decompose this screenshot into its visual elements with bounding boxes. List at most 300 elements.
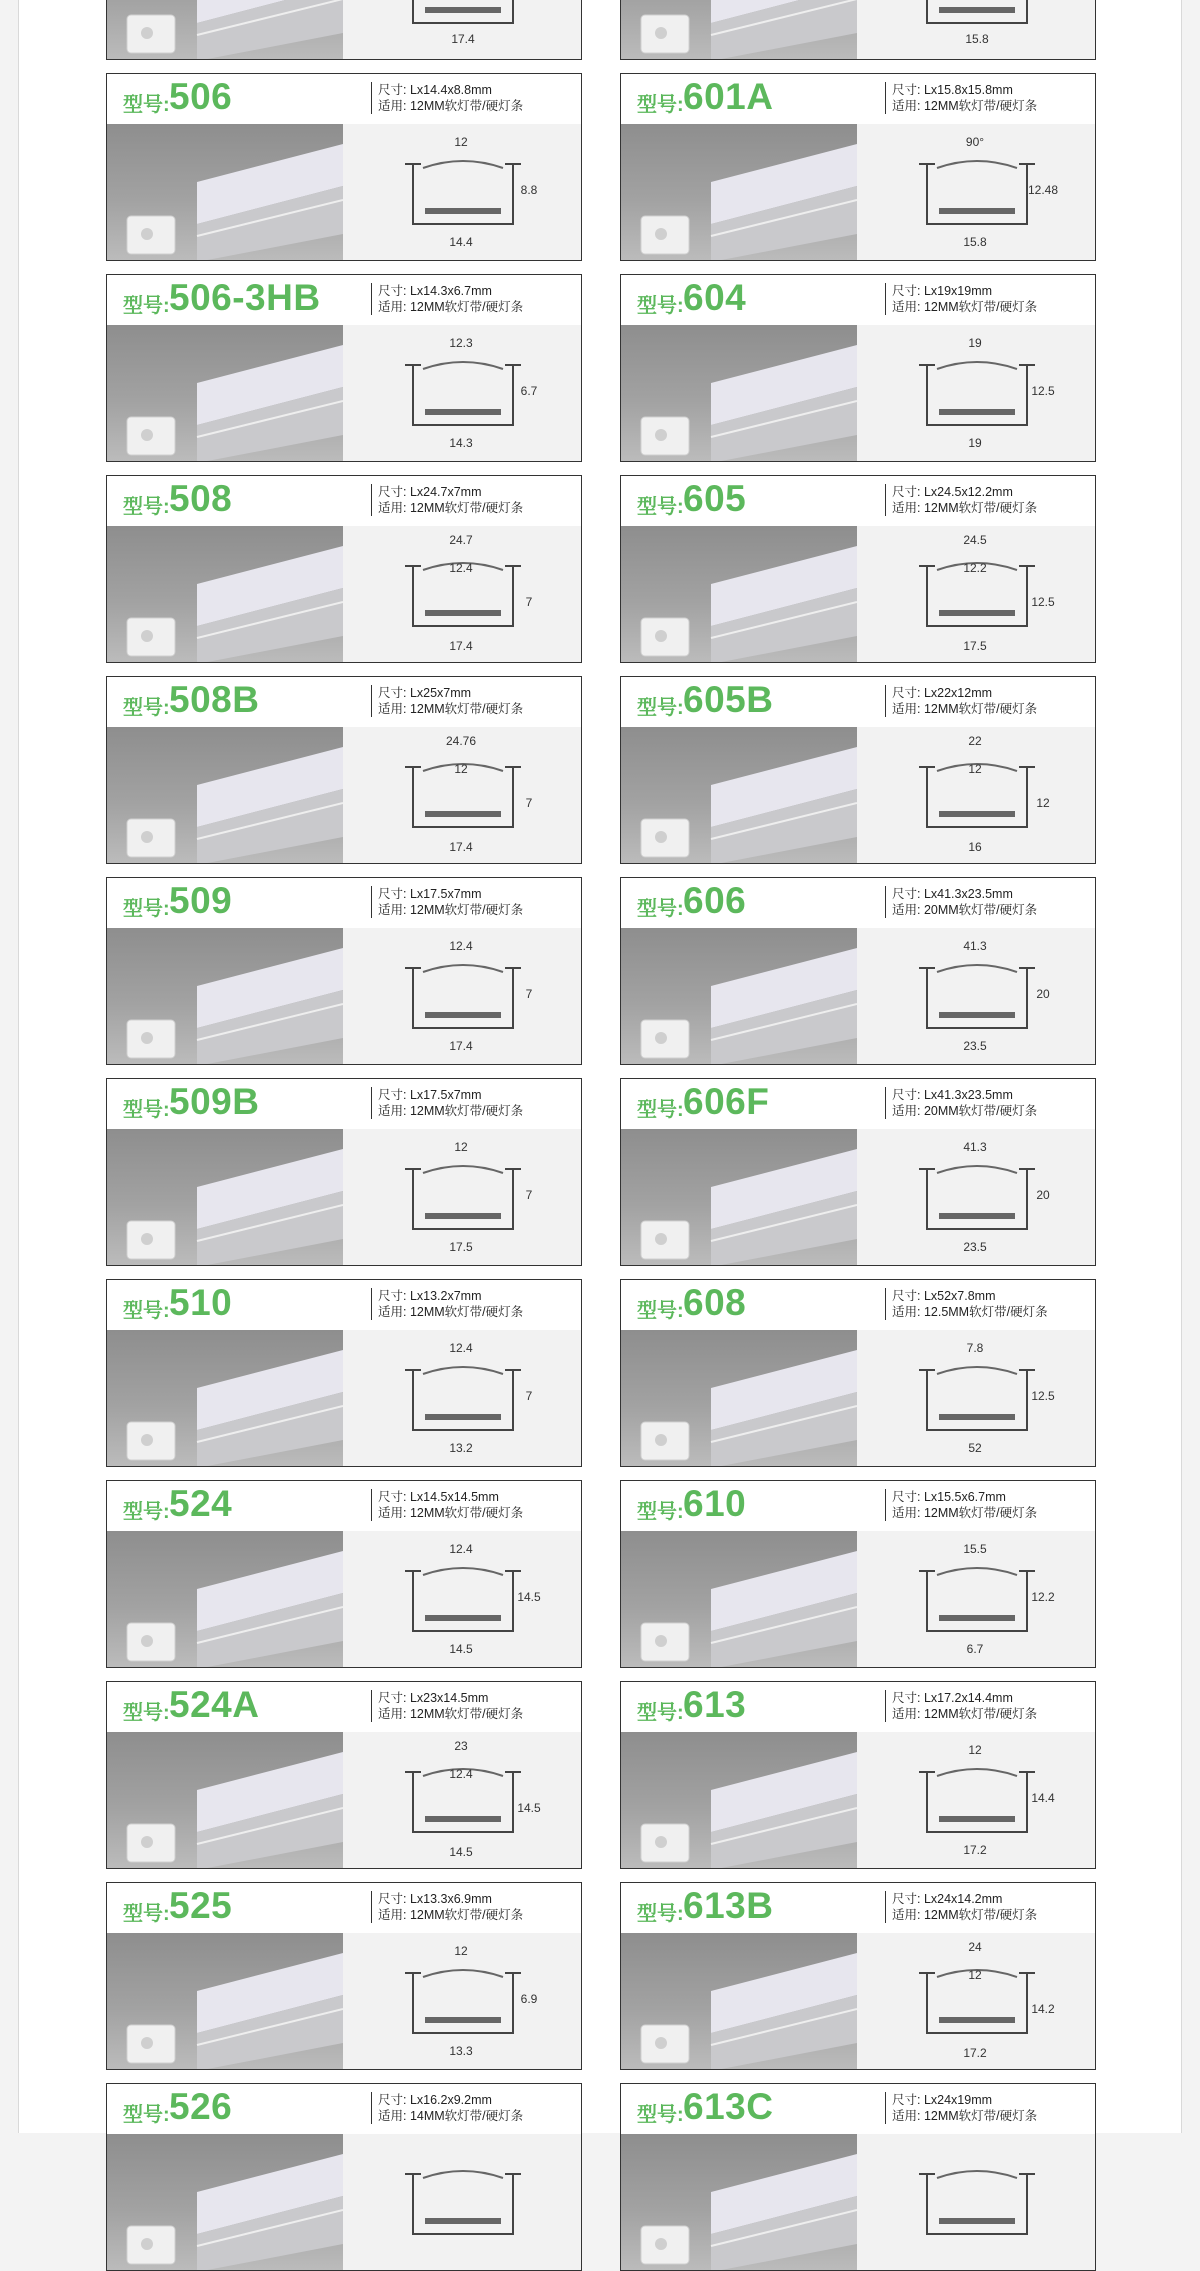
- usage-spec: 适用: 12MM软灯带/硬灯条: [378, 501, 524, 515]
- size-spec: 尺寸: Lx24.7x7mm: [378, 485, 482, 499]
- profile-photo-art: [107, 1129, 343, 1266]
- product-card[interactable]: [620, 1078, 1096, 1266]
- spec-block: [885, 886, 1037, 918]
- drawing-svg: [343, 124, 582, 261]
- spec-block: [371, 1489, 523, 1521]
- product-card[interactable]: [106, 1882, 582, 2070]
- drawing-svg: [857, 1330, 1096, 1467]
- dimension-label: 24.7: [449, 533, 473, 547]
- model-label: 型号:: [123, 496, 170, 518]
- channel-body: [413, 365, 513, 425]
- dimension-label: 14.2: [1031, 2002, 1055, 2016]
- end-cap-hole: [141, 1836, 153, 1848]
- spec-block: [371, 1288, 523, 1320]
- profile-outline: [919, 2171, 1035, 2234]
- usage-spec: 适用: 20MM软灯带/硬灯条: [892, 903, 1038, 917]
- product-card[interactable]: [106, 0, 582, 60]
- usage-spec: 适用: 12MM软灯带/硬灯条: [892, 1707, 1038, 1721]
- profile-photo-art: [621, 2134, 857, 2271]
- product-card[interactable]: [106, 2083, 582, 2271]
- dimension-label: 12: [968, 1743, 982, 1757]
- model-number: 525: [169, 1885, 233, 1926]
- model-label: 型号:: [637, 898, 684, 920]
- profile-photo-art: [621, 727, 857, 864]
- profile-outline: [919, 1568, 1035, 1631]
- model-label: 型号:: [123, 1903, 170, 1925]
- usage-spec: 适用: 12MM软灯带/硬灯条: [892, 2109, 1038, 2123]
- dimension-label: 12.4: [449, 939, 473, 953]
- spec-block: [885, 1087, 1037, 1119]
- product-photo: [107, 928, 343, 1065]
- product-photo: [107, 325, 343, 462]
- profile-outline: [919, 1166, 1035, 1229]
- profile-photo-art: [107, 1531, 343, 1668]
- card-header: [107, 74, 581, 124]
- card-header: [107, 1280, 581, 1330]
- product-card[interactable]: [106, 877, 582, 1065]
- model-number: 605: [683, 478, 747, 519]
- led-strip: [425, 1615, 501, 1621]
- dimension-label: 12.5: [1031, 1389, 1055, 1403]
- product-photo: [107, 1330, 343, 1467]
- product-card[interactable]: [620, 0, 1096, 60]
- led-strip: [939, 811, 1015, 817]
- usage-spec: 适用: 12MM软灯带/硬灯条: [892, 300, 1038, 314]
- model-number: 524A: [169, 1684, 260, 1725]
- product-photo: [621, 928, 857, 1065]
- dimension-label: 12: [454, 1140, 468, 1154]
- profile-photo-art: [107, 1330, 343, 1467]
- spec-block: [371, 82, 523, 114]
- spec-block: [885, 82, 1037, 114]
- card-header: [621, 74, 1095, 124]
- spec-block: [885, 1288, 1048, 1320]
- profile-photo-art: [621, 1531, 857, 1668]
- usage-spec: 适用: 12MM软灯带/硬灯条: [892, 1506, 1038, 1520]
- technical-drawing: [857, 124, 1096, 261]
- dimension-label: 12: [968, 1968, 982, 1982]
- dimension-label: 19: [968, 436, 982, 450]
- drawing-svg: [857, 928, 1096, 1065]
- channel-body: [927, 1772, 1027, 1832]
- size-spec: 尺寸: Lx15.8x15.8mm: [892, 83, 1013, 97]
- dimension-label: 17.4: [449, 840, 473, 854]
- dimension-label: 19: [968, 336, 982, 350]
- drawing-svg: [343, 1531, 582, 1668]
- model-label: 型号:: [637, 496, 684, 518]
- drawing-svg: [857, 124, 1096, 261]
- channel-body: [927, 1571, 1027, 1631]
- channel-body: [927, 1169, 1027, 1229]
- technical-drawing: [857, 1330, 1096, 1467]
- product-card[interactable]: [620, 676, 1096, 864]
- technical-drawing: [857, 2134, 1096, 2271]
- diffuser-arc: [937, 1568, 1017, 1575]
- technical-drawing: [857, 526, 1096, 663]
- product-photo: [621, 325, 857, 462]
- led-strip: [425, 811, 501, 817]
- technical-drawing: [857, 1933, 1096, 2070]
- dimension-label: 17.4: [451, 32, 475, 46]
- spec-block: [885, 1489, 1037, 1521]
- dimension-label: 12.48: [1027, 183, 1059, 197]
- diffuser-arc: [937, 362, 1017, 369]
- end-cap-hole: [655, 1836, 667, 1848]
- card-header: [621, 2084, 1095, 2134]
- card-header: [107, 677, 581, 727]
- product-card[interactable]: [620, 1480, 1096, 1668]
- size-spec: 尺寸: Lx25x7mm: [378, 686, 472, 700]
- card-header: [107, 476, 581, 526]
- end-cap-hole: [655, 831, 667, 843]
- card-header: [621, 1682, 1095, 1732]
- product-photo: [107, 526, 343, 663]
- dimension-label: 12.4: [449, 1341, 473, 1355]
- card-header: [107, 1682, 581, 1732]
- size-spec: 尺寸: Lx13.2x7mm: [378, 1289, 482, 1303]
- model-number: 606F: [683, 1081, 770, 1122]
- profile-outline: [405, 1568, 521, 1631]
- model-number: 506: [169, 76, 233, 117]
- dimension-label: 16: [968, 840, 982, 854]
- model-label: 型号:: [123, 94, 170, 116]
- profile-photo-art: [621, 1933, 857, 2070]
- channel-body: [413, 1973, 513, 2033]
- size-spec: 尺寸: Lx24.5x12.2mm: [892, 485, 1013, 499]
- spec-block: [885, 1690, 1037, 1722]
- dimension-label: 6.9: [520, 1992, 538, 2006]
- model-label: 型号:: [637, 1501, 684, 1523]
- card-header: [621, 1079, 1095, 1129]
- product-card[interactable]: [106, 1078, 582, 1266]
- usage-spec: 适用: 12.5MM软灯带/硬灯条: [892, 1305, 1048, 1319]
- dimension-label: 24.76: [445, 734, 477, 748]
- spec-block: [371, 1891, 523, 1923]
- dimension-label: 14.5: [449, 1845, 473, 1859]
- usage-spec: 适用: 12MM软灯带/硬灯条: [378, 99, 524, 113]
- usage-spec: 适用: 14MM软灯带/硬灯条: [378, 2109, 524, 2123]
- technical-drawing: [343, 1531, 582, 1668]
- spec-block: [885, 283, 1037, 315]
- drawing-svg: [343, 928, 582, 1065]
- usage-spec: 适用: 12MM软灯带/硬灯条: [892, 99, 1038, 113]
- channel-body: [413, 968, 513, 1028]
- channel-body: [413, 566, 513, 626]
- spec-block: [371, 886, 523, 918]
- model-number: 510: [169, 1282, 233, 1323]
- led-strip: [425, 409, 501, 415]
- diffuser-arc: [423, 1568, 503, 1575]
- spec-block: [371, 2092, 523, 2124]
- drawing-svg: [343, 526, 582, 663]
- drawing-svg: [857, 1732, 1096, 1869]
- dimension-label: 8.8: [520, 183, 538, 197]
- technical-drawing: [857, 1129, 1096, 1266]
- product-photo: [621, 1531, 857, 1668]
- led-strip: [939, 409, 1015, 415]
- channel-body: [413, 1370, 513, 1430]
- drawing-svg: [343, 2134, 582, 2271]
- drawing-svg: [857, 1129, 1096, 1266]
- card-header: [107, 1481, 581, 1531]
- end-cap-hole: [655, 27, 667, 39]
- model-number: 509B: [169, 1081, 260, 1122]
- dimension-label: 17.2: [963, 1843, 987, 1857]
- product-card[interactable]: [620, 2083, 1096, 2271]
- profile-outline: [919, 1769, 1035, 1832]
- product-photo: [107, 2134, 343, 2271]
- dimension-label: 7.8: [966, 1341, 984, 1355]
- dimension-label: 52: [968, 1441, 982, 1455]
- dimension-label: 22: [968, 734, 982, 748]
- spec-block: [371, 1690, 523, 1722]
- size-spec: 尺寸: Lx24x14.2mm: [892, 1892, 1003, 1906]
- technical-drawing: [343, 526, 582, 663]
- end-cap-hole: [141, 1233, 153, 1245]
- dimension-label: 90°: [965, 135, 985, 149]
- channel-body: [413, 2174, 513, 2234]
- model-number: 608: [683, 1282, 747, 1323]
- model-number: 604: [683, 277, 747, 318]
- end-cap-hole: [655, 2037, 667, 2049]
- model-number: 613C: [683, 2086, 774, 2127]
- usage-spec: 适用: 12MM软灯带/硬灯条: [378, 702, 524, 716]
- end-cap-hole: [655, 1434, 667, 1446]
- size-spec: 尺寸: Lx22x12mm: [892, 686, 993, 700]
- diffuser-arc: [423, 1970, 503, 1977]
- led-strip: [939, 1615, 1015, 1621]
- channel-body: [927, 164, 1027, 224]
- spec-block: [885, 484, 1037, 516]
- technical-drawing: [857, 928, 1096, 1065]
- end-cap-hole: [655, 2238, 667, 2250]
- profile-photo-art: [107, 526, 343, 663]
- dimension-label: 14.3: [449, 436, 473, 450]
- product-photo: [107, 1531, 343, 1668]
- dimension-label: 6.7: [966, 1642, 984, 1656]
- size-spec: 尺寸: Lx16.2x9.2mm: [378, 2093, 492, 2107]
- model-number: 605B: [683, 679, 774, 720]
- profile-photo-art: [107, 1732, 343, 1869]
- product-photo: [621, 2134, 857, 2271]
- model-label: 型号:: [637, 697, 684, 719]
- size-spec: 尺寸: Lx24x19mm: [892, 2093, 993, 2107]
- end-cap-hole: [141, 831, 153, 843]
- card-header: [621, 275, 1095, 325]
- end-cap-hole: [655, 228, 667, 240]
- diffuser-arc: [937, 1769, 1017, 1776]
- diffuser-arc: [937, 2171, 1017, 2178]
- spec-block: [885, 685, 1037, 717]
- dimension-label: 12.2: [1031, 1590, 1055, 1604]
- technical-drawing: [857, 1732, 1096, 1869]
- dimension-label: 15.5: [963, 1542, 987, 1556]
- dimension-label: 41.3: [963, 1140, 987, 1154]
- model-label: 型号:: [637, 1099, 684, 1121]
- product-card[interactable]: [620, 1279, 1096, 1467]
- dimension-label: 7: [525, 1188, 533, 1202]
- product-card[interactable]: [620, 877, 1096, 1065]
- dimension-label: 15.8: [965, 32, 989, 46]
- end-cap-hole: [141, 27, 153, 39]
- diffuser-arc: [423, 161, 503, 168]
- size-spec: 尺寸: Lx15.5x6.7mm: [892, 1490, 1006, 1504]
- end-cap-hole: [141, 2238, 153, 2250]
- led-strip: [939, 1012, 1015, 1018]
- dimension-label: 15.8: [963, 235, 987, 249]
- usage-spec: 适用: 12MM软灯带/硬灯条: [378, 1305, 524, 1319]
- dimension-label: 17.2: [963, 2046, 987, 2060]
- end-cap-hole: [141, 1434, 153, 1446]
- profile-photo-art: [621, 1330, 857, 1467]
- profile-photo-art: [107, 124, 343, 261]
- dimension-label: 13.2: [449, 1441, 473, 1455]
- product-card[interactable]: [106, 676, 582, 864]
- spec-block: [371, 484, 523, 516]
- size-spec: 尺寸: Lx41.3x23.5mm: [892, 887, 1013, 901]
- profile-outline: [405, 1970, 521, 2033]
- end-cap-hole: [141, 1635, 153, 1647]
- usage-spec: 适用: 20MM软灯带/硬灯条: [892, 1104, 1038, 1118]
- drawing-svg: [343, 0, 582, 60]
- technical-drawing: [343, 325, 582, 462]
- led-strip: [425, 2017, 501, 2023]
- drawing-svg: [343, 1732, 582, 1869]
- size-spec: 尺寸: Lx17.5x7mm: [378, 1088, 482, 1102]
- model-number: 509: [169, 880, 233, 921]
- product-card[interactable]: [620, 475, 1096, 663]
- product-card[interactable]: [620, 73, 1096, 261]
- dimension-label: 14.4: [449, 235, 473, 249]
- profile-photo-art: [621, 0, 857, 60]
- card-header: [107, 878, 581, 928]
- led-strip: [425, 1816, 501, 1822]
- dimension-label: 14.5: [517, 1801, 541, 1815]
- dimension-label: 12: [454, 762, 468, 776]
- diffuser-arc: [423, 965, 503, 972]
- product-card[interactable]: [620, 1681, 1096, 1869]
- dimension-label: 17.5: [449, 1240, 473, 1254]
- dimension-label: 12.4: [449, 1542, 473, 1556]
- profile-outline: [405, 1367, 521, 1430]
- profile-outline: [405, 965, 521, 1028]
- model-label: 型号:: [123, 2104, 170, 2126]
- model-label: 型号:: [123, 1501, 170, 1523]
- technical-drawing: [343, 1732, 582, 1869]
- technical-drawing: [857, 0, 1096, 60]
- product-card[interactable]: [106, 1681, 582, 1869]
- technical-drawing: [857, 1531, 1096, 1668]
- profile-outline: [919, 1367, 1035, 1430]
- card-header: [621, 878, 1095, 928]
- product-photo: [107, 1129, 343, 1266]
- dimension-label: 7: [525, 595, 533, 609]
- technical-drawing: [343, 928, 582, 1065]
- technical-drawing: [343, 1330, 582, 1467]
- card-header: [621, 677, 1095, 727]
- drawing-svg: [857, 2134, 1096, 2271]
- product-card[interactable]: [106, 274, 582, 462]
- profile-photo-art: [621, 526, 857, 663]
- dimension-label: 17.4: [449, 639, 473, 653]
- product-card[interactable]: [106, 73, 582, 261]
- size-spec: 尺寸: Lx17.2x14.4mm: [892, 1691, 1013, 1705]
- technical-drawing: [857, 325, 1096, 462]
- product-card[interactable]: [106, 1279, 582, 1467]
- dimension-label: 17.4: [449, 1039, 473, 1053]
- channel-body: [927, 767, 1027, 827]
- dimension-label: 12.4: [449, 1767, 473, 1781]
- dimension-label: 17.5: [963, 639, 987, 653]
- channel-body: [927, 1370, 1027, 1430]
- product-card[interactable]: [620, 1882, 1096, 2070]
- spec-block: [371, 685, 523, 717]
- card-header: [107, 2084, 581, 2134]
- profile-photo-art: [107, 0, 343, 60]
- led-strip: [425, 7, 501, 13]
- product-card[interactable]: [620, 274, 1096, 462]
- model-number: 610: [683, 1483, 747, 1524]
- product-card[interactable]: [106, 475, 582, 663]
- dimension-label: 12.3: [449, 336, 473, 350]
- channel-body: [413, 767, 513, 827]
- card-header: [107, 275, 581, 325]
- diffuser-arc: [423, 1166, 503, 1173]
- end-cap-hole: [655, 1233, 667, 1245]
- product-photo: [107, 727, 343, 864]
- channel-body: [413, 1571, 513, 1631]
- profile-photo-art: [107, 928, 343, 1065]
- channel-body: [413, 1772, 513, 1832]
- dimension-label: 12: [968, 762, 982, 776]
- model-label: 型号:: [637, 295, 684, 317]
- dimension-label: 13.3: [449, 2044, 473, 2058]
- model-label: 型号:: [123, 1099, 170, 1121]
- model-number: 613B: [683, 1885, 774, 1926]
- size-spec: 尺寸: Lx41.3x23.5mm: [892, 1088, 1013, 1102]
- drawing-svg: [857, 0, 1096, 60]
- product-photo: [107, 1732, 343, 1869]
- usage-spec: 适用: 12MM软灯带/硬灯条: [892, 1908, 1038, 1922]
- size-spec: 尺寸: Lx14.4x8.8mm: [378, 83, 492, 97]
- diffuser-arc: [423, 2171, 503, 2178]
- led-strip: [939, 610, 1015, 616]
- channel-body: [927, 2174, 1027, 2234]
- profile-outline: [405, 362, 521, 425]
- end-cap-hole: [141, 228, 153, 240]
- drawing-svg: [343, 1129, 582, 1266]
- usage-spec: 适用: 12MM软灯带/硬灯条: [378, 1908, 524, 1922]
- product-photo: [107, 1933, 343, 2070]
- model-label: 型号:: [637, 1300, 684, 1322]
- diffuser-arc: [423, 1367, 503, 1374]
- dimension-label: 20: [1036, 987, 1050, 1001]
- led-strip: [939, 7, 1015, 13]
- product-photo: [621, 0, 857, 60]
- profile-photo-art: [107, 2134, 343, 2271]
- product-photo: [107, 124, 343, 261]
- led-strip: [425, 208, 501, 214]
- model-label: 型号:: [123, 697, 170, 719]
- end-cap-hole: [655, 429, 667, 441]
- technical-drawing: [343, 727, 582, 864]
- diffuser-arc: [937, 965, 1017, 972]
- card-header: [107, 1883, 581, 1933]
- product-card[interactable]: [106, 1480, 582, 1668]
- dimension-label: 6.7: [520, 384, 538, 398]
- led-strip: [425, 2218, 501, 2224]
- card-header: [621, 1883, 1095, 1933]
